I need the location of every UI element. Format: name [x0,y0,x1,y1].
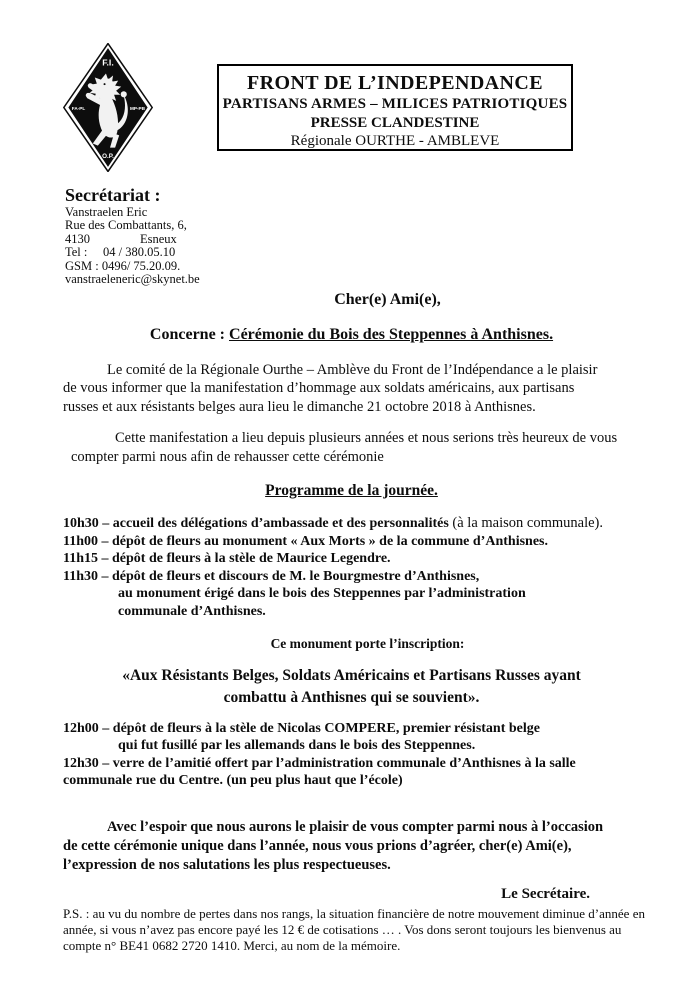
secretariat-block [65,184,200,286]
badge-label-top: F.I. [102,57,114,68]
program-item-continuation: qui fut fusillé par les allemands dans le bois des Steppennes. [118,738,476,754]
subject-label: Concerne : [149,326,230,343]
fi-lion-badge [63,43,153,172]
badge-label-bottom: O.P. [102,152,114,160]
program-list-morning [63,515,640,621]
closing-line: l’expression de nos salutations les plus respectueuses. [63,856,391,873]
inscription-intro: Ce monument porte l’inscription: [270,635,465,651]
regional-line: Régionale OURTHE - AMBLEVE [290,133,500,149]
secretariat-city: 4130 Esneux [65,231,177,246]
badge-label-right: MP-PB [129,106,145,112]
secretariat-street: Rue des Combattants, 6, [65,218,187,233]
body-paragraph-2 [63,429,640,466]
closing-line: Avec l’espoir que nous aurons le plaisir de vous compter parmi nous à l’occasion [107,818,604,835]
salutation: Cher(e) Ami(e), [334,291,441,308]
monument-inscription [63,665,640,710]
program-item-continuation: au monument érigé dans le bois des Steppennes par l’administration [118,586,526,602]
closing-line: de cette cérémonie unique dans l’année, nous vous prions d’agréer, cher(e) Ami(e), [63,837,572,854]
postscript-line: P.S. : au vu du nombre de pertes dans nos rangs, la situation financière de notre mouvement diminue d’année en [63,905,645,921]
program-list-noon [63,720,640,790]
program-item: 12h00 – dépôt de fleurs à la stèle de Nicolas COMPERE, premier résistant belge [63,720,540,736]
secretariat-email: vanstraeleneric@skynet.be [65,272,200,287]
postscript-line: année, si vous n’avez pas encore payé les 12 € de cotisations … . Vos dons seront toujours les bienvenus au [63,922,622,938]
body-paragraph-1 [63,361,640,416]
secretariat-gsm: GSM : 0496/ 75.20.09. [65,258,181,273]
inscription-line: «Aux Résistants Belges, Soldats Américains et Partisans Russes ayant [122,666,581,684]
inscription-line: combattu à Anthisnes qui se souvient». [223,689,480,707]
program-item: 10h30 – accueil des délégations d’ambassade et des personnalités (à la maison communale). [63,515,604,532]
program-item: communale rue du Centre. (un peu plus haut que l’école) [63,773,403,789]
closing-paragraph [63,818,640,875]
secretariat-heading: Secrétariat : [65,185,161,205]
paragraph-line: russes et aux résistants belges aura lieu le dimanche 21 octobre 2018 à Anthisnes. [63,398,536,415]
subject-line [63,325,640,345]
paragraph-line: de vous informer que la manifestation d’hommage aux soldats américains, aux partisans [63,380,575,397]
program-item: 11h00 – dépôt de fleurs au monument « Aux Morts » de la commune d’Anthisnes. [63,533,548,549]
secretariat-name: Vanstraelen Eric [65,205,148,219]
press-line: PRESSE CLANDESTINE [310,115,480,131]
program-item-continuation: communale d’Anthisnes. [118,604,266,619]
postscript [63,906,675,955]
letterhead-box [217,64,573,151]
program-item: 11h15 – dépôt de fleurs à la stèle de Maurice Legendre. [63,551,391,567]
org-title: FRONT DE L’INDEPENDANCE [247,72,543,94]
signature: Le Secrétaire. [501,885,590,902]
badge-label-left: FA-PL [71,106,86,112]
program-item: 11h30 – dépôt de fleurs et discours de M. le Bourgmestre d’Anthisnes, [63,568,480,584]
paragraph-line: compter parmi nous afin de rehausser cette cérémonie [71,448,384,465]
program-item: 12h30 – verre de l’amitié offert par l’administration communale d’Anthisnes à la salle [63,755,576,771]
secretariat-tel: Tel : 04 / 380.05.10 [65,245,176,260]
org-subtitle: PARTISANS ARMES – MILICES PATRIOTIQUES [222,96,568,112]
postscript-line: compte n° BE41 0682 2720 1410. Merci, au nom de la mémoire. [63,938,401,954]
letter-body [63,285,645,955]
subject-underlined: Cérémonie du Bois des Steppennes à Anthisnes. [229,326,554,343]
paragraph-line: Cette manifestation a lieu depuis plusieurs années et nous serions très heureux de vous [115,430,618,447]
paragraph-line: Le comité de la Régionale Ourthe – Amblève du Front de l’Indépendance a le plaisir [107,362,598,378]
program-heading: Programme de la journée. [265,482,438,500]
